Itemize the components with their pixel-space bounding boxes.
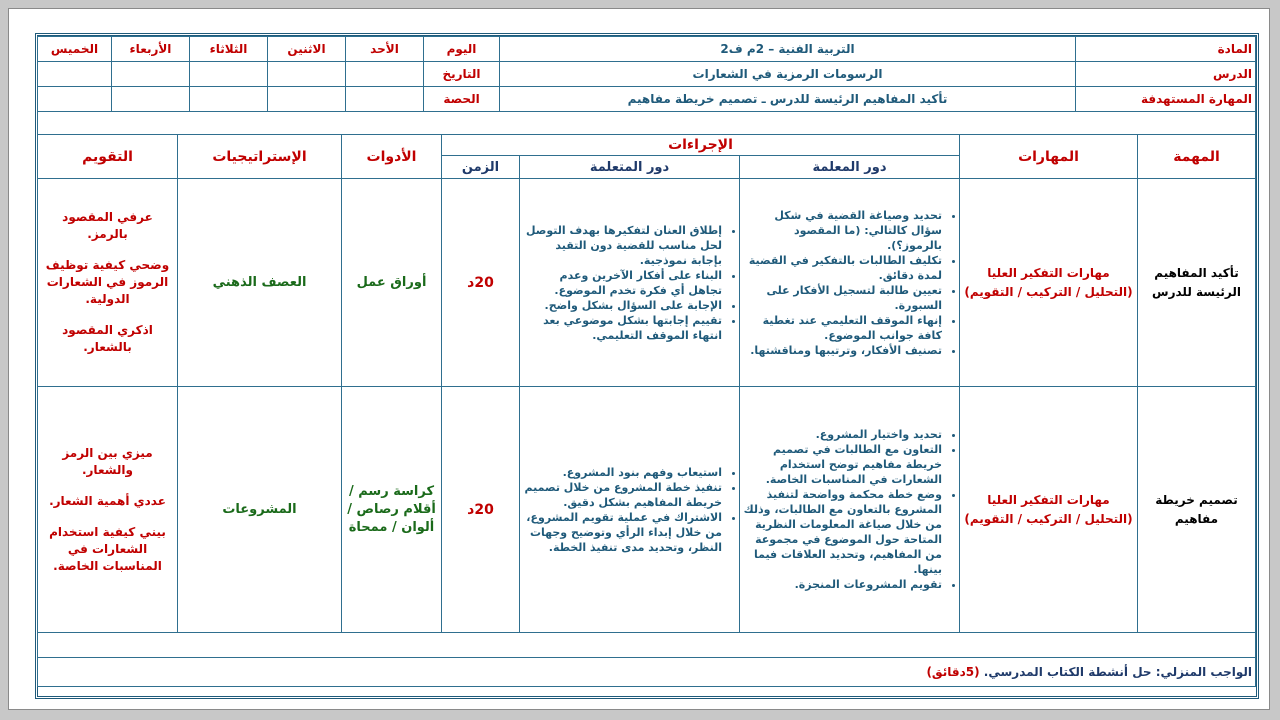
list-item: • إنهاء الموقف التعليمي عند تغطية كافة جوانب الموضوع. (743, 313, 942, 343)
row-evaluation (38, 387, 178, 633)
period-cell (38, 87, 112, 112)
list-item: • الإجابة على السؤال بشكل واضح. (523, 298, 722, 313)
col-skills: المهارات (960, 135, 1138, 179)
day-thursday: الخميس (38, 37, 112, 62)
day-wednesday: الأربعاء (112, 37, 190, 62)
day-sunday: الأحد (346, 37, 424, 62)
page (8, 8, 1270, 710)
list-item: • تحديد واختيار المشروع. (743, 427, 942, 442)
period-cell (190, 87, 268, 112)
main-table (37, 134, 1256, 687)
date-cell (112, 62, 190, 87)
evaluation-item: وضحي كيفية توظيف الرموز في الشعارات الدولية. (45, 258, 170, 306)
lesson-label: الدرس (1076, 62, 1256, 87)
period-cell (112, 87, 190, 112)
col-procedures: الإجراءات (442, 135, 960, 156)
day-tuesday: الثلاثاء (190, 37, 268, 62)
row-teacher-role (740, 179, 960, 387)
row-task: تأكيد المفاهيم الرئيسة للدرس (1138, 179, 1256, 387)
col-strategies: الإستراتيجيات (178, 135, 342, 179)
date-cell (38, 62, 112, 87)
list-item: • تحديد وصياغة القضية في شكل سؤال كالتالي: (ما المقصود بالرموز؟). (743, 208, 942, 253)
day-monday: الاثنين (268, 37, 346, 62)
list-item: • التعاون مع الطالبات في تصميم خريطة مفاهيم توضح استخدام الشعارات في المناسبات الخاصة. (743, 442, 942, 487)
date-cell (190, 62, 268, 87)
col-student-role: دور المتعلمة (520, 156, 740, 179)
row-tools: أوراق عمل (342, 179, 442, 387)
list-item: • تصنيف الأفكار، وترتيبها ومناقشتها. (743, 343, 942, 358)
row-tools: كراسة رسم / أقلام رصاص / ألوان / ممحاة (342, 387, 442, 633)
col-teacher-role: دور المعلمة (740, 156, 960, 179)
period-cell (346, 87, 424, 112)
row-student-role (520, 179, 740, 387)
list-item: • وضع خطة محكمة وواضحة لتنفيذ المشروع بالتعاون مع الطالبات، وذلك من خلال صياغة المعلومات النظرية المتاحة حول الموضوع في مجموعة من المفاهيم، وتحديد العلاقات فيما بينها. (743, 487, 942, 577)
row-strategy: المشروعات (178, 387, 342, 633)
col-task: المهمة (1138, 135, 1256, 179)
list-item: • تقويم المشروعات المنجزة. (743, 577, 942, 592)
row-teacher-role (740, 387, 960, 633)
date-cell (346, 62, 424, 87)
target-value: تأكيد المفاهيم الرئيسة للدرس ـ تصميم خريطة مفاهيم (500, 87, 1076, 112)
table-row (38, 179, 1256, 387)
col-time: الزمن (442, 156, 520, 179)
target-label: المهارة المستهدفة (1076, 87, 1256, 112)
row-task: تصميم خريطة مفاهيم (1138, 387, 1256, 633)
row-time: 20د (442, 179, 520, 387)
row-student-role (520, 387, 740, 633)
lesson-value: الرسومات الرمزية في الشعارات (500, 62, 1076, 87)
evaluation-item: عرفي المقصود بالرمز. (62, 210, 153, 241)
col-evaluation: التقويم (38, 135, 178, 179)
header-table (37, 36, 1256, 135)
list-item: • تقييم إجابتها بشكل موضوعي بعد انتهاء الموقف التعليمي. (523, 313, 722, 343)
spacer-row (38, 633, 1256, 658)
list-item: • إطلاق العنان لتفكيرها بهدف التوصل لحل مناسب للقضية دون التقيد بإجابة نموذجية. (523, 223, 722, 268)
list-item: • البناء على أفكار الآخرين وعدم تجاهل أي فكرة تخدم الموضوع. (523, 268, 722, 298)
subject-label: المادة (1076, 37, 1256, 62)
date-cell (268, 62, 346, 87)
row-skills: مهارات التفكير العليا (التحليل / التركيب / التقويم) (960, 179, 1138, 387)
col-tools: الأدوات (342, 135, 442, 179)
table-row (38, 387, 1256, 633)
row-skills: مهارات التفكير العليا (التحليل / التركيب / التقويم) (960, 387, 1138, 633)
list-item: • الاشتراك في عملية تقويم المشروع، من خلال إبداء الرأي وتوضيح وجهات النظر، وتحديد مدى تنفيذ الخطة. (523, 510, 722, 555)
evaluation-item: عددي أهمية الشعار. (49, 493, 166, 508)
date-label: التاريخ (424, 62, 500, 87)
homework-row (38, 658, 1256, 687)
homework-duration: (5دقائق) (926, 665, 980, 679)
evaluation-item: اذكري المقصود بالشعار. (62, 323, 153, 354)
lesson-plan-frame (35, 33, 1259, 699)
list-item: • استيعاب وفهم بنود المشروع. (523, 465, 722, 480)
list-item: • تكليف الطالبات بالتفكير في القضية لمدة دقائق. (743, 253, 942, 283)
evaluation-item: ميزي بين الرمز والشعار. (62, 445, 153, 477)
row-time: 20د (442, 387, 520, 633)
subject-value: التربية الفنية – 2م ف2 (500, 37, 1076, 62)
row-evaluation (38, 179, 178, 387)
period-cell (268, 87, 346, 112)
spacer-row (38, 112, 1256, 135)
homework-text: الواجب المنزلي: حل أنشطة الكتاب المدرسي. (983, 665, 1252, 679)
period-label: الحصة (424, 87, 500, 112)
evaluation-item: بيني كيفية استخدام الشعارات في المناسبات الخاصة. (49, 524, 166, 573)
row-strategy: العصف الذهني (178, 179, 342, 387)
list-item: • تنفيذ خطة المشروع من خلال تصميم خريطة المفاهيم بشكل دقيق. (523, 480, 722, 510)
day-label: اليوم (424, 37, 500, 62)
list-item: • تعيين طالبة لتسجيل الأفكار على السبورة. (743, 283, 942, 313)
